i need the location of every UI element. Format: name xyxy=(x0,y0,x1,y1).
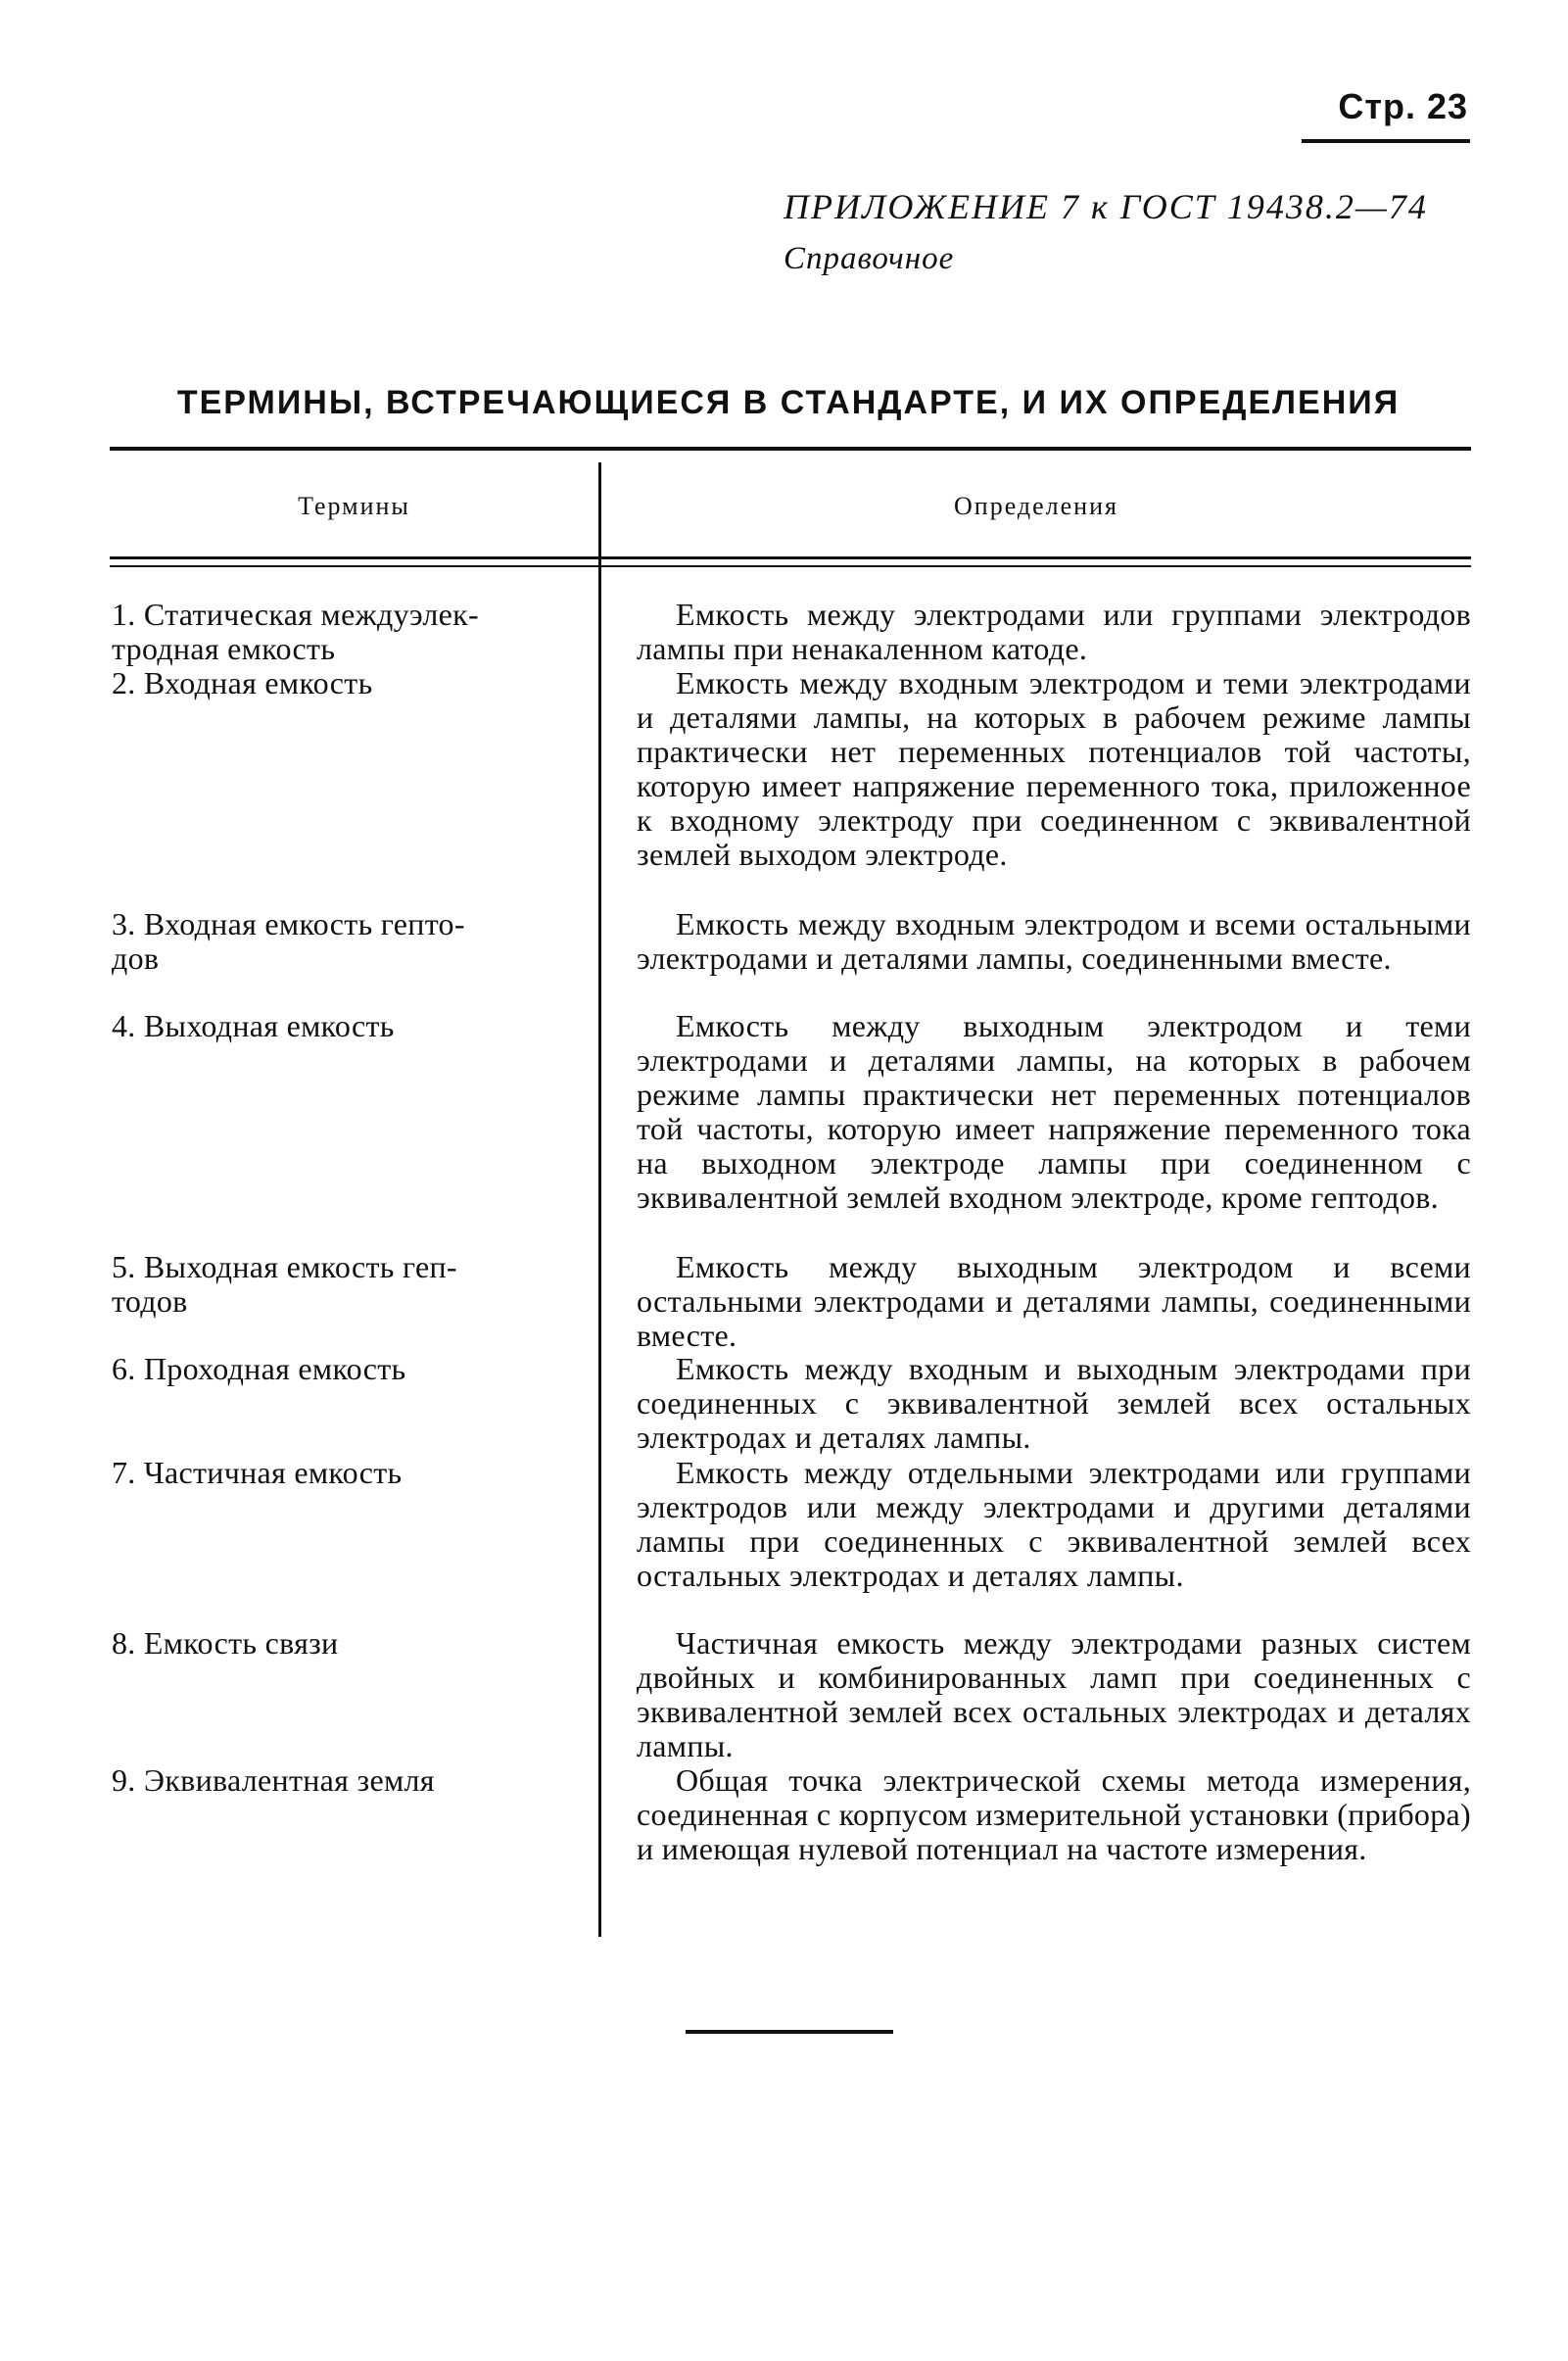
definition-text: Емкость между входным и выходным электродами при соединенных с эквивалентной землей всех остальных электродах и деталях лампы. xyxy=(637,1351,1471,1455)
term-text: 3. Входная емкость гепто- дов xyxy=(112,906,465,976)
definition-text: Общая точка электрической схемы метода измерения, соединенная с корпусом измерительной установки (прибора) и имеющая нулевой потенциал на частоте измерения. xyxy=(637,1762,1471,1866)
term-text: 4. Выходная емкость xyxy=(112,1008,395,1043)
table-header-rule xyxy=(110,556,1471,559)
page-title: ТЕРМИНЫ, ВСТРЕЧАЮЩИЕСЯ В СТАНДАРТЕ, И ИХ ОПРЕДЕЛЕНИЯ xyxy=(176,384,1401,421)
term-text: 5. Выходная емкость геп- тодов xyxy=(112,1249,457,1319)
definition-text: Емкость между выходным электродом и теми электродами и деталями лампы, на которых в рабочем режиме лампы практически нет переменных потенциалов той частоты, которую имеет напряжение переменного тока на выходном электроде лампы при соединенном с эквивалентной землей входном электроде, кроме гептодов. xyxy=(637,1008,1471,1215)
term-text: 2. Входная емкость xyxy=(112,665,373,700)
table-top-rule xyxy=(110,447,1471,451)
page-number: Стр. 23 xyxy=(1338,86,1468,126)
definition-text: Частичная емкость между электродами разных систем двойных и комбинированных ламп при соединенных с эквивалентной землей всех остальных электродах и деталях лампы. xyxy=(637,1625,1471,1763)
appendix-reference: ПРИЛОЖЕНИЕ 7 к ГОСТ 19438.2—74 xyxy=(784,187,1428,226)
definition-text: Емкость между входным электродом и теми электродами и деталями лампы, на которых в рабочем режиме лампы практически нет переменных потенциалов той частоты, которую имеет напряжение переменного тока, приложенное к входному электроду при соединенном с эквивалентной землей выходом электроде. xyxy=(637,665,1471,872)
definition-text: Емкость между входным электродом и всеми остальными электродами и деталями лампы, соединенными вместе. xyxy=(637,906,1471,976)
table-column-divider xyxy=(598,462,601,1937)
end-of-table-rule xyxy=(686,2030,893,2034)
page-number-underline xyxy=(1302,139,1470,143)
term-text: 8. Емкость связи xyxy=(112,1625,339,1661)
definition-text: Емкость между электродами или группами электродов лампы при ненакаленном катоде. xyxy=(637,597,1471,666)
reference-type: Справочное xyxy=(784,241,955,276)
term-text: 9. Эквивалентная земля xyxy=(112,1762,435,1798)
term-text: 1. Статическая междуэлек- тродная емкость xyxy=(112,597,479,666)
header-terms: Термины xyxy=(298,492,410,520)
term-text: 7. Частичная емкость xyxy=(112,1455,403,1490)
definition-text: Емкость между отдельными электродами или группами электродов или между электродами и другими деталями лампы при соединенных с эквивалентной землей всех остальных электродах и деталях лампы. xyxy=(637,1455,1471,1593)
header-definitions: Определения xyxy=(954,492,1118,520)
table-header-rule-secondary xyxy=(110,565,1471,567)
term-text: 6. Проходная емкость xyxy=(112,1351,406,1386)
definition-text: Емкость между выходным электродом и всеми остальными электродами и деталями лампы, соединенными вместе. xyxy=(637,1249,1471,1353)
